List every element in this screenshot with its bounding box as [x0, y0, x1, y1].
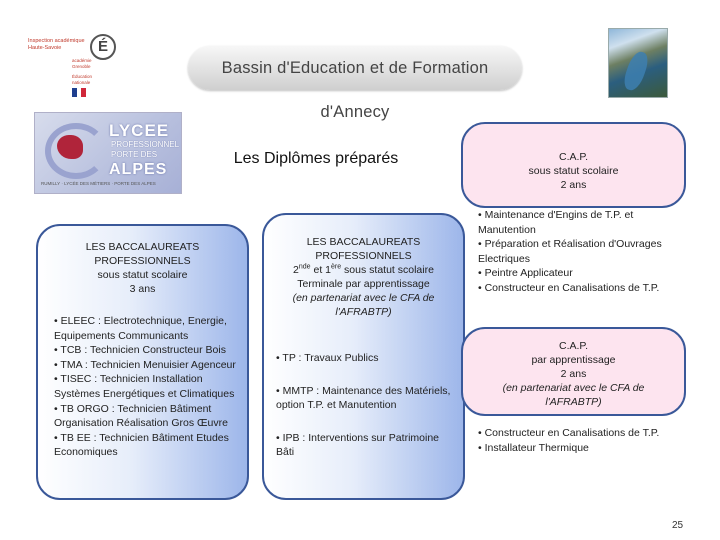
lake-water-shape	[621, 49, 650, 93]
lycee-porte-des-alpes-logo	[34, 112, 182, 194]
ord-sup-ere: ère	[331, 263, 342, 271]
cap-appr-heading-line: C.A.P.	[559, 340, 588, 352]
bac-pro-scolaire-box	[36, 224, 249, 500]
list-item: • MMTP : Maintenance des Matériels, option T.P. et Manutention	[276, 384, 451, 412]
ministry-line-1: Éducation	[72, 74, 93, 79]
list-item: • Peintre Applicateur	[478, 267, 573, 280]
bac-scolaire-list	[54, 314, 237, 460]
list-item: • Maintenance d'Engins de T.P. et Manutention	[478, 209, 634, 236]
bac-appr-heading-line: PROFESSIONNELS	[315, 250, 412, 262]
list-item: • TP : Travaux Publics	[276, 352, 379, 364]
bac-scolaire-heading-line: LES BACCALAUREATS	[85, 241, 200, 253]
logo-tagline: RUMILLY · LYCÉE DES MÉTIERS · PORTE DES ALPES	[41, 181, 156, 186]
cap-appr-partner: (en partenariat avec le CFA de l'AFRABTP)	[502, 382, 645, 408]
institution-line-1: Inspection académique	[28, 38, 85, 44]
bac-pro-apprentissage-box	[262, 213, 465, 500]
logo-porte-des-text: PORTE DES	[111, 150, 158, 159]
cap-scolaire-heading-line: C.A.P.	[559, 151, 588, 163]
bac-appr-statut-line	[270, 263, 457, 277]
list-item: • ELEEC : Electrotechnique, Energie, Equipements Communicants	[54, 315, 227, 342]
cap-apprentissage-box	[461, 327, 686, 416]
cap-scolaire-heading-line: 2 ans	[560, 179, 587, 191]
cap-apprentissage-list	[478, 426, 688, 455]
list-item: • TB EE : Technicien Bâtiment Etudes Economiques	[54, 431, 229, 459]
list-item: • Préparation et Réalisation d'Ouvrages Electriques	[478, 238, 662, 265]
cap-appr-heading-line: 2 ans	[560, 368, 587, 380]
list-item: • TB ORGO : Technicien Bâtiment Organisation Réalisation Gros Œuvre	[54, 402, 228, 430]
cap-apprentissage-heading	[463, 339, 684, 409]
bac-appr-partner: (en partenariat avec le CFA de l'AFRABTP)	[292, 292, 435, 318]
cap-scolaire-box	[461, 122, 686, 208]
ord-mid: et 1	[310, 264, 332, 276]
bac-scolaire-heading-line: 3 ans	[129, 283, 156, 295]
ministry-line-2: nationale	[72, 80, 91, 85]
bac-scolaire-heading-line: PROFESSIONNELS	[94, 255, 191, 267]
french-flag-icon	[72, 88, 86, 97]
education-e-icon: É	[90, 34, 116, 60]
bassin-banner: Bassin d'Education et de Formation d'Annecy	[188, 46, 522, 90]
bac-appr-heading-line: LES BACCALAUREATS	[306, 236, 421, 248]
cap-scolaire-list	[478, 208, 678, 296]
bac-apprentissage-heading	[270, 235, 457, 319]
cap-scolaire-heading-line: sous statut scolaire	[528, 165, 619, 177]
list-item: • Installateur Thermique	[478, 441, 589, 454]
bac-appr-heading-line: Terminale par apprentissage	[297, 278, 430, 290]
logo-red-shape-icon	[57, 135, 83, 159]
institution-line-2: Haute-Savoie	[28, 45, 62, 51]
list-item: • TCB : Technicien Constructeur Bois	[54, 344, 226, 357]
ord-sup-nde: nde	[298, 263, 311, 271]
cap-scolaire-heading	[463, 150, 684, 192]
inspection-academique-logo	[28, 30, 118, 100]
logo-professionnel-text: PROFESSIONNEL	[111, 140, 180, 149]
page-title: Les Diplômes préparés	[233, 150, 399, 167]
page-number: 25	[672, 520, 684, 531]
bac-scolaire-heading	[38, 240, 247, 296]
ord-rest: sous statut scolaire	[341, 264, 434, 276]
bac-apprentissage-list	[276, 351, 453, 478]
logo-lycee-text: LYCEE	[109, 121, 170, 140]
list-item: • IPB : Interventions sur Patrimoine Bâti	[276, 431, 439, 459]
academy-line-1: académie	[72, 58, 92, 63]
ord-2: 2	[293, 264, 299, 276]
list-item: • Constructeur en Canalisations de T.P.	[478, 427, 660, 439]
academy-line-2: Grenoble	[72, 64, 91, 69]
lake-annecy-photo	[608, 28, 668, 98]
bac-scolaire-heading-line: sous statut scolaire	[97, 269, 188, 281]
list-item: • TISEC : Technicien Installation Systèmes Energétiques et Climatiques	[54, 373, 235, 400]
list-item: • TMA : Technicien Menuisier Agenceur	[54, 358, 236, 371]
list-item: • Constructeur en Canalisations de T.P.	[478, 281, 660, 294]
logo-alpes-text: ALPES	[109, 161, 168, 178]
cap-appr-heading-line: par apprentissage	[531, 354, 616, 366]
